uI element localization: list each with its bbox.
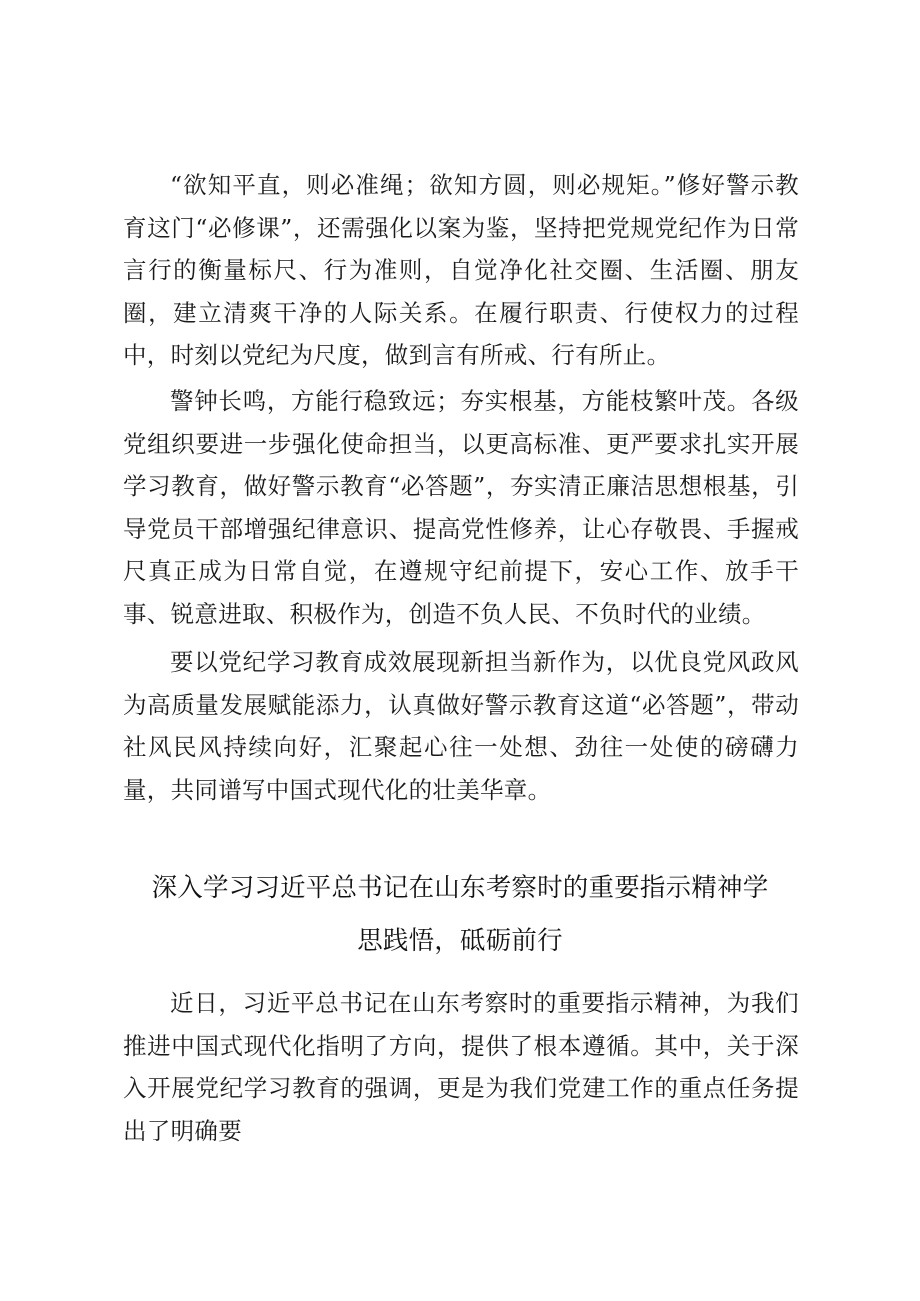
paragraph-text: 警钟长鸣，方能行稳致远；夯实根基，方能枝繁叶茂。各级党组织要进一步强化使命担当，以更高标准、更严要求扎实开展学习教育，做好警示教育“必答题”，夯实清正廉洁思想根基，引导党员干部增强纪律意识、提高党性修养，让心存敬畏、手握戒尺真正成为日常自觉，在遵规守纪前提下，安心工作、放手干事、锐意进取、积极作为，创造不负人民、不负时代的业绩。	[123, 387, 799, 628]
paragraph-3	[123, 641, 799, 811]
paragraph-text: 近日，习近平总书记在山东考察时的重要指示精神，为我们推进中国式现代化指明了方向，提供了根本遵循。其中，关于深入开展党纪学习教育的强调，更是为我们党建工作的重点任务提出了明确要	[123, 989, 799, 1145]
paragraph-1	[123, 164, 799, 377]
section-title	[100, 862, 820, 968]
paragraph-text: “欲知平直，则必准绳；欲知方圆，则必规矩。”修好警示教育这门“必修课”，还需强化以案为鉴，坚持把党规党纪作为日常言行的衡量标尺、行为准则，自觉净化社交圈、生活圈、朋友圈，建立清爽干净的人际关系。在履行职责、行使权力的过程中，时刻以党纪为尺度，做到言有所戒、行有所止。	[123, 171, 799, 369]
paragraph-2	[123, 380, 799, 635]
section-title-line-1: 深入学习习近平总书记在山东考察时的重要指示精神学	[151, 873, 769, 903]
paragraph-text: 要以党纪学习教育成效展现新担当新作为，以优良党风政风为高质量发展赋能添力，认真做好警示教育这道“必答题”，带动社风民风持续向好，汇聚起心往一处想、劲往一处使的磅礴力量，共同谱写中国式现代化的壮美华章。	[123, 648, 799, 804]
section-title-line-2: 思践悟，砥砺前行	[357, 926, 563, 956]
section-paragraph	[123, 982, 799, 1152]
